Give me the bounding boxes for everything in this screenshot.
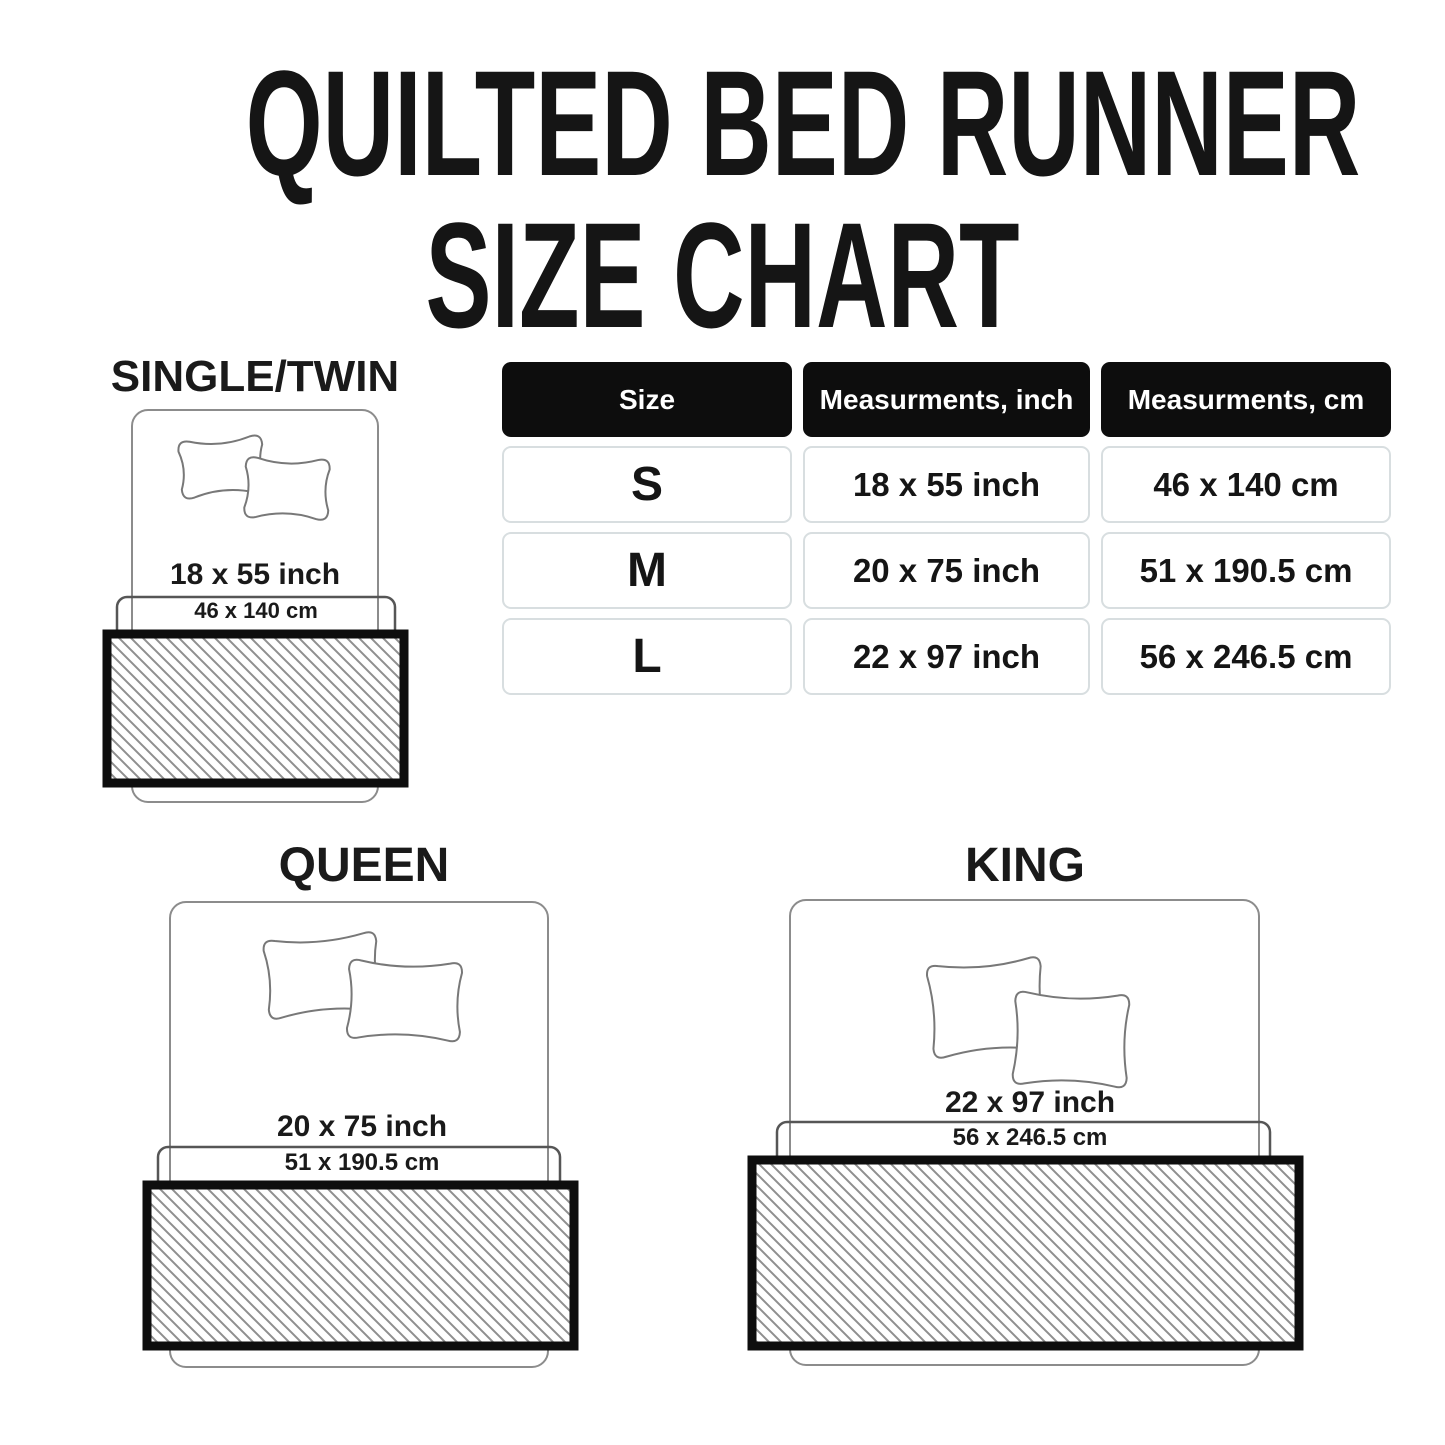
king-label: KING bbox=[965, 839, 1085, 892]
bed-runner-swatch bbox=[752, 1160, 1299, 1346]
bed-runner-swatch bbox=[147, 1185, 574, 1346]
table-header-cm: Measurments, cm bbox=[1101, 362, 1391, 437]
table-row-s-inch: 18 x 55 inch bbox=[803, 446, 1090, 523]
single-twin-inch-dimension: 18 x 55 inch bbox=[169, 558, 341, 591]
bed-runner-swatch bbox=[107, 634, 404, 783]
table-row-m-size: M bbox=[502, 532, 792, 609]
table-row-s-cm: 46 x 140 cm bbox=[1101, 446, 1391, 523]
size-table bbox=[502, 362, 1391, 695]
table-header-inch: Measurments, inch bbox=[803, 362, 1090, 437]
table-row-m-cm: 51 x 190.5 cm bbox=[1101, 532, 1391, 609]
king-inch-dimension: 22 x 97 inch bbox=[944, 1086, 1116, 1119]
pillow-front-icon bbox=[244, 457, 330, 520]
single-twin-cm-dimension: 46 x 140 cm bbox=[194, 598, 318, 623]
table-row-m-inch: 20 x 75 inch bbox=[803, 532, 1090, 609]
queen-bed-diagram bbox=[135, 840, 585, 1375]
king-cm-dimension: 56 x 246.5 cm bbox=[952, 1124, 1108, 1151]
pillow-front-icon bbox=[1012, 991, 1129, 1087]
table-row-l-cm: 56 x 246.5 cm bbox=[1101, 618, 1391, 695]
page-title: QUILTED BED RUNNER bbox=[245, 39, 1361, 207]
page-subtitle: SIZE CHART bbox=[425, 191, 1020, 359]
pillow-front-icon bbox=[347, 959, 463, 1041]
single-twin-label: SINGLE/TWIN bbox=[110, 352, 400, 401]
queen-inch-dimension: 20 x 75 inch bbox=[276, 1110, 448, 1143]
table-row-l-size: L bbox=[502, 618, 792, 695]
table-row-l-inch: 22 x 97 inch bbox=[803, 618, 1090, 695]
queen-label: QUEEN bbox=[278, 839, 450, 892]
queen-cm-dimension: 51 x 190.5 cm bbox=[284, 1149, 440, 1176]
table-row-s-size: S bbox=[502, 446, 792, 523]
table-header-size: Size bbox=[502, 362, 792, 437]
